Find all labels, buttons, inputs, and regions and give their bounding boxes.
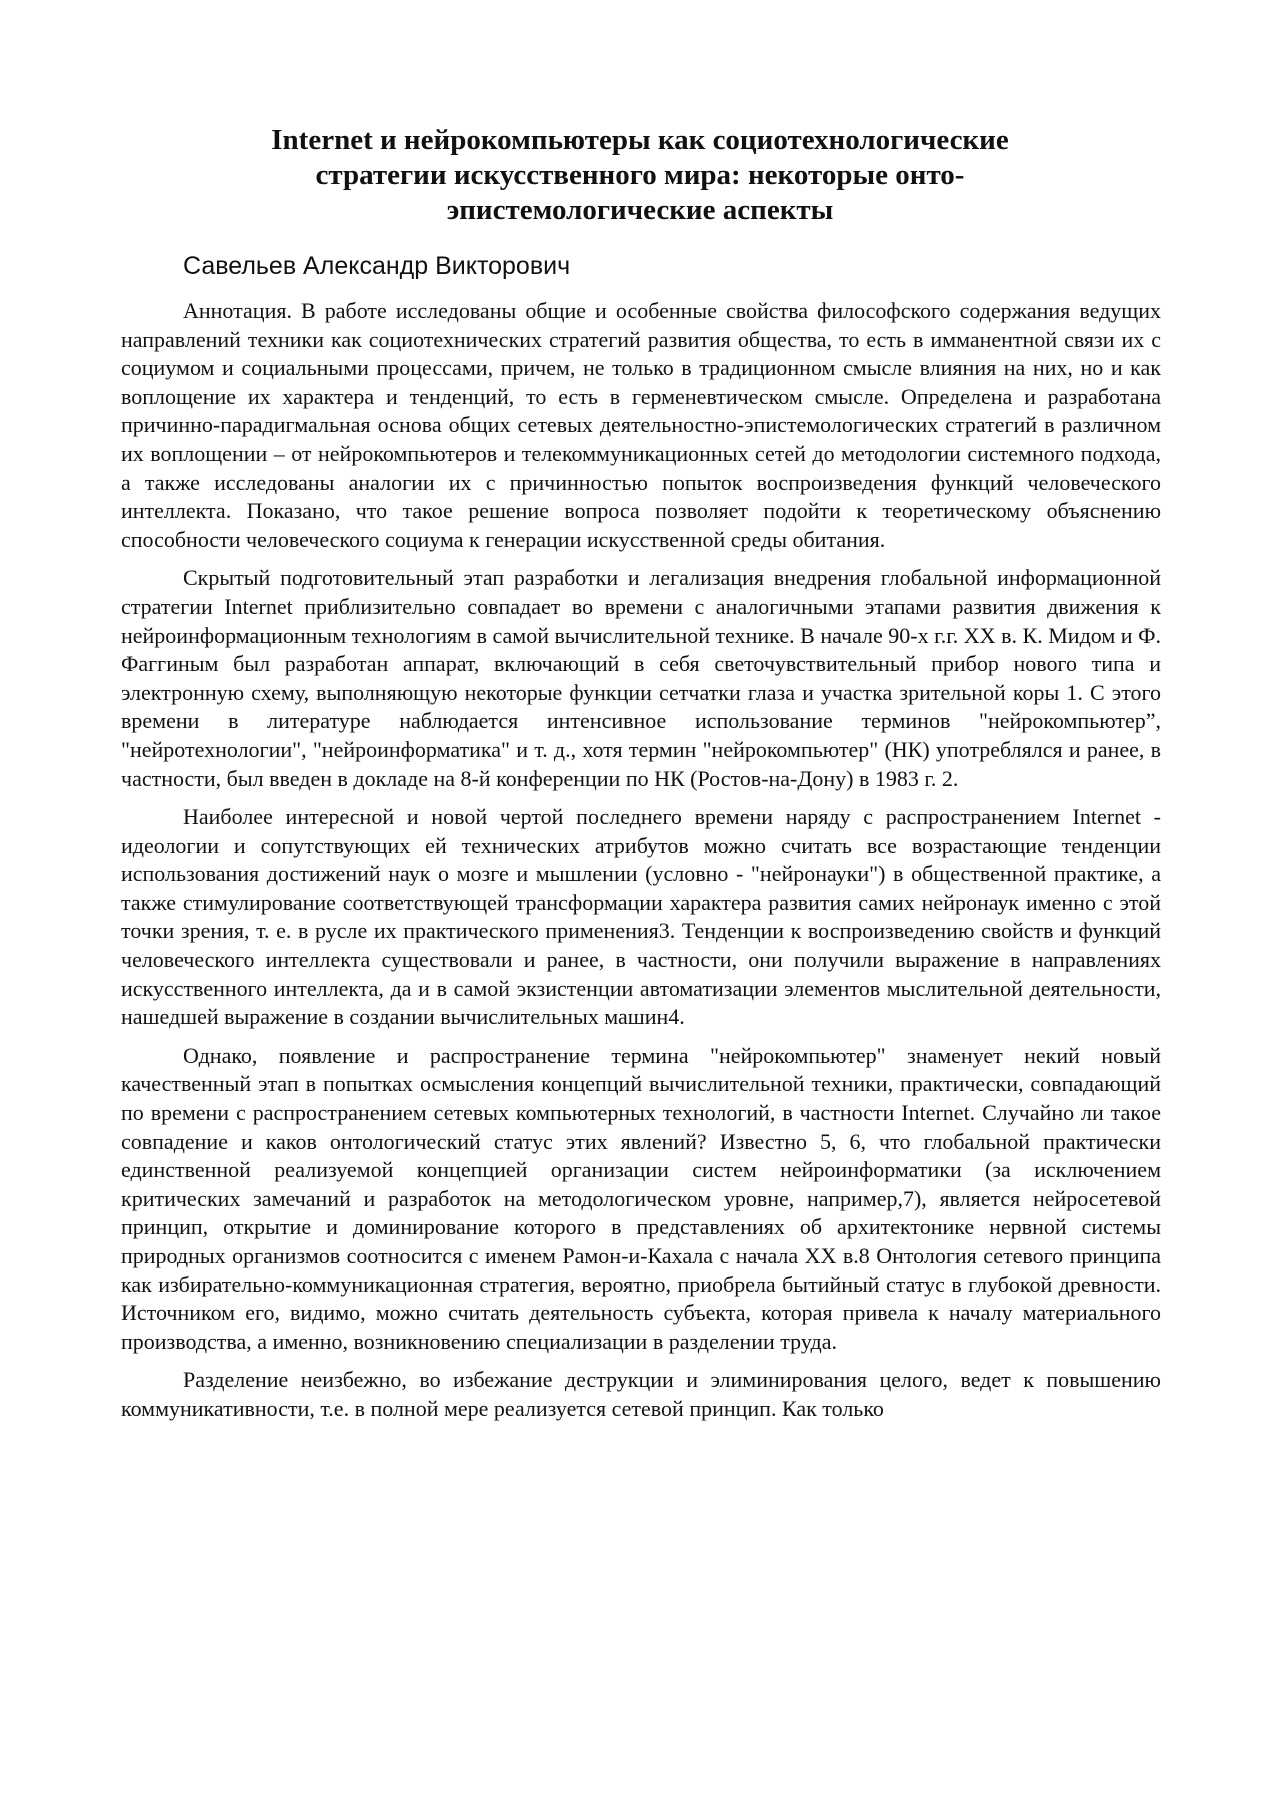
paragraph: Однако, появление и распространение термина "нейрокомпьютер" знаменует некий новый качественный этап в попытках осмысления концепций вычислительной техники, практически, совпадающий по времени с распространением сетевых компьютерных технологий, в частности Internet. Случайно ли такое совпадение и каков онтологический статус этих явлений? Известно 5, 6, что глобальной практически единственной реализуемой концепцией организации систем нейроинформатики (за исключением критических замечаний и разработок на методологическом уровне, например,7), является нейросетевой принцип, открытие и доминирование которого в представлениях об архитектонике нервной системы природных организмов соотносится с именем Рамон-и-Кахала с начала XX в.8 Онтология сетевого принципа как избирательно-коммуникационная стратегия, вероятно, приобрела бытийный статус в глубокой древности. Источником его, видимо, можно считать деятельность субъекта, которая привела к началу материального производства, а именно, возникновению специализации в разделении труда. xyxy=(121,1042,1161,1354)
document-title xyxy=(150,123,1130,228)
paragraph: Наиболее интересной и новой чертой последнего времени наряду с распространением Internet - идеологии и сопутствующих ей технических атрибутов можно считать все возрастающие тенденции использования достижений наук о мозге и мышлении (условно - "нейронауки") в общественной практике, а также стимулирование соответствующей трансформации характера развития самих нейронаук именно с этой точки зрения, т. е. в русле их практического применения3. Тенденции к воспроизведению свойств и функций человеческого интеллекта существовали и ранее, в частности, они получили выражение в направлениях искусственного интеллекта, да и в самой экзистенции автоматизации элементов мыслительной деятельности, нашедшей выражение в создании вычислительных машин4. xyxy=(121,804,1161,1030)
document-body xyxy=(121,297,1161,1434)
paragraph-abstract: Аннотация. В работе исследованы общие и особенные свойства философского содержания ведущих направлений техники как социотехнических стратегий развития общества, то есть в имманентной связи их с социумом и социальными процессами, причем, не только в традиционном смысле влияния на них, но и как воплощение их характера и тенденций, то есть в герменевтическом смысле. Определена и разработана причинно-парадигмальная основа общих сетевых деятельностно-эпистемологических стратегий в различном их воплощении – от нейрокомпьютеров и телекоммуникационных сетей до методологии системного подхода, а также исследованы аналогии их с причинностью попыток воспроизведения функций человеческого интеллекта. Показано, что такое решение вопроса позволяет подойти к теоретическому объяснению способности человеческого социума к генерации искусственной среды обитания. xyxy=(121,298,1161,552)
author-name: Савельев Александр Викторович xyxy=(183,252,571,280)
title-line-1: Internet и нейрокомпьютеры как социотехнологические xyxy=(271,124,1009,156)
paragraph: Разделение неизбежно, во избежание деструкции и элиминирования целого, ведет к повышению коммуникативности, т.е. в полной мере реализуется сетевой принцип. Как только xyxy=(121,1367,1161,1421)
paragraph: Скрытый подготовительный этап разработки и легализация внедрения глобальной информационной стратегии Internet приблизительно совпадает во времени с аналогичными этапами развития движения к нейроинформационным технологиям в самой вычислительной технике. В начале 90-х г.г. XX в. К. Мидом и Ф. Фаггиным был разработан аппарат, включающий в себя светочувствительный прибор нового типа и электронную схему, выполняющую некоторые функции сетчатки глаза и участка зрительной коры 1. С этого времени в литературе наблюдается интенсивное использование терминов "нейрокомпьютер”, "нейротехнологии", "нейроинформатика" и т. д., хотя термин "нейрокомпьютер" (НК) употреблялся и ранее, в частности, был введен в докладе на 8-й конференции по НК (Ростов-на-Дону) в 1983 г. 2. xyxy=(121,565,1161,791)
title-line-3: эпистемологические аспекты xyxy=(446,194,834,226)
title-line-2: стратегии искусственного мира: некоторые онто- xyxy=(315,159,965,191)
